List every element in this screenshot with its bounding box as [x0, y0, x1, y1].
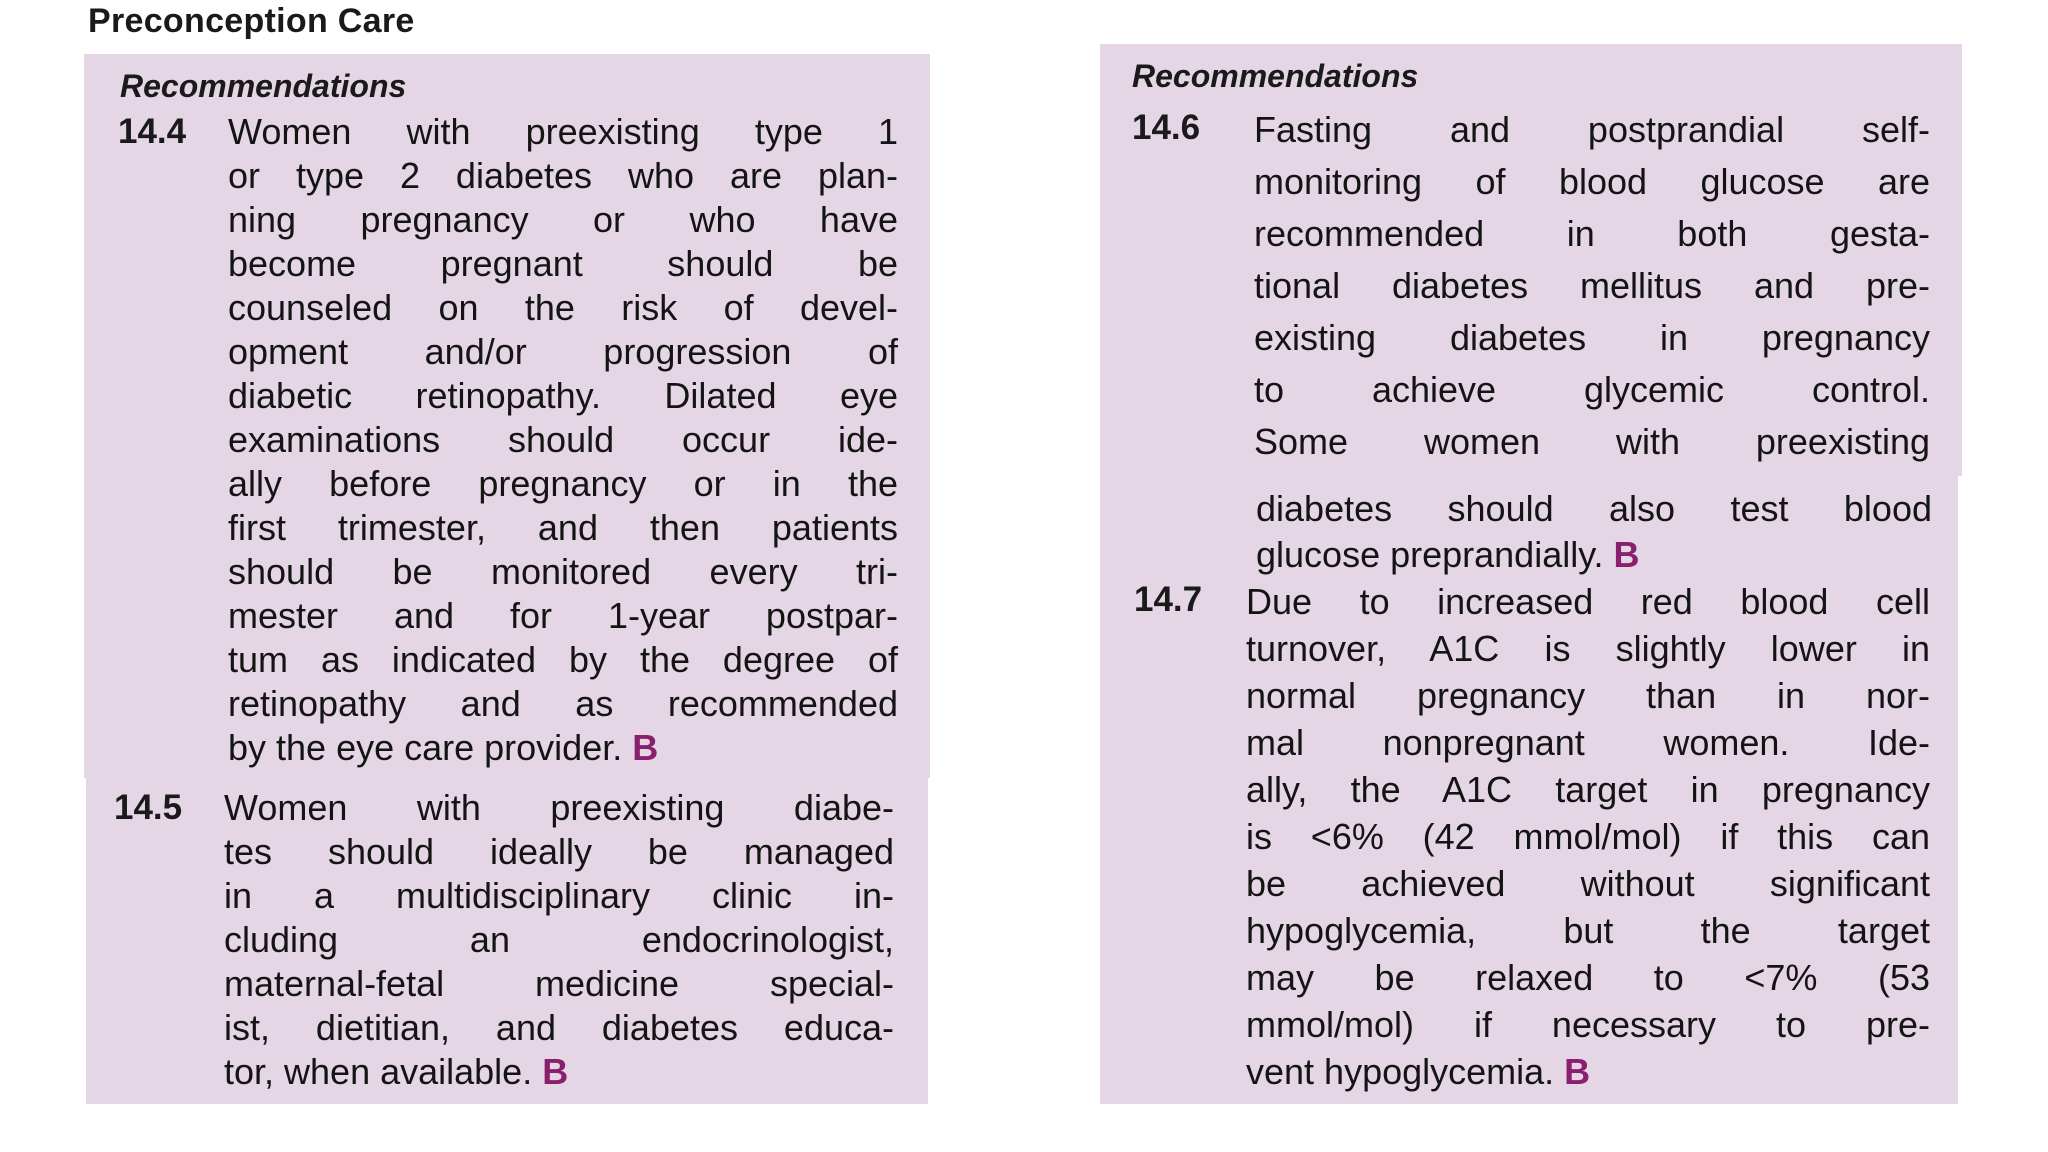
evidence-grade: B	[1613, 534, 1640, 575]
text-line: tum as indicated by the degree of	[228, 639, 898, 680]
text-line-content: vent hypoglycemia.	[1246, 1051, 1555, 1092]
text-line: in a multidisciplinary clinic in-	[224, 875, 894, 916]
text-line: tional diabetes mellitus and pre-	[1254, 265, 1930, 306]
text-line: maternal-fetal medicine special-	[224, 963, 894, 1004]
recommendation-text-14-7	[1246, 578, 1930, 1095]
text-line: opment and/or progression of	[228, 331, 898, 372]
recommendation-text-14-4	[228, 110, 898, 770]
text-line: retinopathy and as recommended	[228, 683, 898, 724]
text-line-content: by the eye care provider.	[228, 727, 623, 768]
page-heading: Preconception Care	[88, 2, 415, 40]
text-line: tes should ideally be managed	[224, 831, 894, 872]
text-line: normal pregnancy than in nor-	[1246, 675, 1930, 716]
text-line	[1256, 532, 1932, 578]
recommendation-text-14-5	[224, 786, 894, 1094]
text-line: ally, the A1C target in pregnancy	[1246, 769, 1930, 810]
text-line: cluding an endocrinologist,	[224, 919, 894, 960]
text-line: be achieved without significant	[1246, 863, 1930, 904]
text-line: or type 2 diabetes who are plan-	[228, 155, 898, 196]
text-line: mal nonpregnant women. Ide-	[1246, 722, 1930, 763]
recommendation-text-14-6-continued	[1256, 486, 1932, 578]
text-line: diabetes should also test blood	[1256, 488, 1932, 529]
text-line: mester and for 1-year postpar-	[228, 595, 898, 636]
text-line: turnover, A1C is slightly lower in	[1246, 628, 1930, 669]
text-line: examinations should occur ide-	[228, 419, 898, 460]
text-line: ally before pregnancy or in the	[228, 463, 898, 504]
text-line: monitoring of blood glucose are	[1254, 161, 1930, 202]
text-line-content: glucose preprandially.	[1256, 534, 1604, 575]
recommendation-text-14-6	[1254, 104, 1930, 468]
text-line: Due to increased red blood cell	[1246, 581, 1930, 622]
text-line	[224, 1050, 894, 1094]
text-line: is <6% (42 mmol/mol) if this can	[1246, 816, 1930, 857]
text-line: Fasting and postprandial self-	[1254, 109, 1930, 150]
text-line: diabetic retinopathy. Dilated eye	[228, 375, 898, 416]
text-line: counseled on the risk of devel-	[228, 287, 898, 328]
text-line: should be monitored every tri-	[228, 551, 898, 592]
text-line-content: tor, when available.	[224, 1051, 533, 1092]
recommendation-number-14-5: 14.5	[114, 788, 183, 827]
evidence-grade: B	[1564, 1051, 1591, 1092]
text-line: Women with preexisting diabe-	[224, 787, 894, 828]
text-line: may be relaxed to <7% (53	[1246, 957, 1930, 998]
recommendation-number-14-6: 14.6	[1132, 108, 1201, 147]
text-line: hypoglycemia, but the target	[1246, 910, 1930, 951]
evidence-grade: B	[632, 727, 659, 768]
text-line: become pregnant should be	[228, 243, 898, 284]
text-line: to achieve glycemic control.	[1254, 369, 1930, 410]
text-line: ist, dietitian, and diabetes educa-	[224, 1007, 894, 1048]
recommendation-number-14-4: 14.4	[118, 112, 187, 151]
text-line: recommended in both gesta-	[1254, 213, 1930, 254]
text-line: Women with preexisting type 1	[228, 111, 898, 152]
recommendation-number-14-7: 14.7	[1134, 580, 1203, 619]
recommendations-label-left: Recommendations	[120, 68, 407, 104]
text-line: first trimester, and then patients	[228, 507, 898, 548]
text-line	[228, 726, 898, 770]
text-line	[1246, 1048, 1930, 1095]
text-line: Some women with preexisting	[1254, 421, 1930, 462]
text-line: ning pregnancy or who have	[228, 199, 898, 240]
evidence-grade: B	[542, 1051, 569, 1092]
recommendations-label-right: Recommendations	[1132, 58, 1419, 94]
text-line: existing diabetes in pregnancy	[1254, 317, 1930, 358]
text-line: mmol/mol) if necessary to pre-	[1246, 1004, 1930, 1045]
